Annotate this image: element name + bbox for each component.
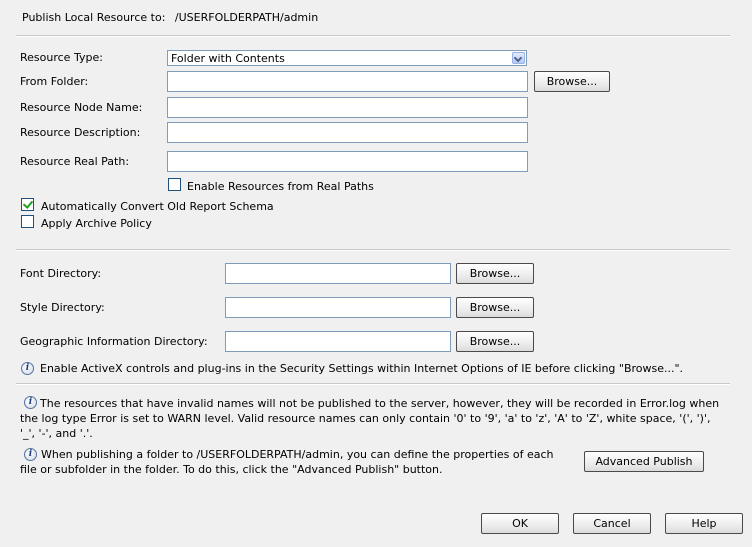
resource-description-label: Resource Description: bbox=[20, 126, 141, 139]
advanced-publish-button[interactable]: Advanced Publish bbox=[584, 451, 704, 472]
publish-header bbox=[22, 11, 318, 25]
activex-note: Enable ActiveX controls and plug-ins in the Security Settings within Internet Options of IE before clicking "Browse...". bbox=[40, 362, 684, 375]
advanced-publish-note: When publishing a folder to /USERFOLDERPATH/admin, you can define the properties of each file or subfolder in the folder. To do this, click the "Advanced Publish" button. bbox=[20, 448, 554, 476]
style-directory-label: Style Directory: bbox=[20, 301, 105, 314]
geo-directory-input[interactable] bbox=[225, 331, 451, 352]
auto-convert-checkbox[interactable] bbox=[21, 198, 34, 211]
geo-directory-label: Geographic Information Directory: bbox=[20, 335, 208, 348]
publish-path: /USERFOLDERPATH/admin bbox=[174, 11, 319, 24]
chevron-down-icon[interactable] bbox=[512, 52, 525, 64]
from-folder-browse-button[interactable]: Browse... bbox=[534, 71, 610, 92]
publish-label: Publish Local Resource to: bbox=[22, 11, 166, 24]
from-folder-label: From Folder: bbox=[20, 75, 89, 88]
separator bbox=[16, 35, 730, 37]
invalid-names-note: The resources that have invalid names will not be published to the server, however, they will be recorded in Error.log when the log type Error is set to WARN level. Valid resource names can only contain '0' to '9', 'a' to 'z', 'A' to 'Z', white space, '(', ')', '_', '-', and '.'. bbox=[20, 397, 720, 440]
separator bbox=[16, 249, 730, 251]
resource-real-path-input[interactable] bbox=[167, 151, 528, 172]
info-icon: i bbox=[24, 448, 37, 461]
separator bbox=[16, 383, 730, 385]
enable-real-paths-checkbox[interactable] bbox=[168, 178, 181, 191]
auto-convert-label: Automatically Convert Old Report Schema bbox=[41, 200, 274, 213]
info-icon: i bbox=[21, 362, 34, 375]
ok-button[interactable]: OK bbox=[481, 513, 559, 534]
resource-real-path-label: Resource Real Path: bbox=[20, 155, 130, 168]
font-directory-label: Font Directory: bbox=[20, 267, 102, 280]
style-directory-browse-button[interactable]: Browse... bbox=[456, 297, 534, 318]
resource-type-value: Folder with Contents bbox=[171, 52, 285, 65]
font-directory-browse-button[interactable]: Browse... bbox=[456, 263, 534, 284]
info-icon: i bbox=[24, 396, 37, 409]
help-button[interactable]: Help bbox=[665, 513, 743, 534]
resource-node-name-input[interactable] bbox=[167, 97, 528, 118]
resource-type-select[interactable] bbox=[167, 50, 527, 66]
geo-directory-browse-button[interactable]: Browse... bbox=[456, 331, 534, 352]
archive-policy-label: Apply Archive Policy bbox=[41, 217, 152, 230]
enable-real-paths-label: Enable Resources from Real Paths bbox=[187, 180, 374, 193]
resource-type-label: Resource Type: bbox=[20, 51, 103, 64]
resource-description-input[interactable] bbox=[167, 122, 528, 143]
archive-policy-checkbox[interactable] bbox=[21, 215, 34, 228]
cancel-button[interactable]: Cancel bbox=[573, 513, 651, 534]
resource-node-name-label: Resource Node Name: bbox=[20, 101, 143, 114]
from-folder-input[interactable] bbox=[167, 71, 528, 92]
style-directory-input[interactable] bbox=[225, 297, 451, 318]
check-icon bbox=[23, 198, 33, 209]
font-directory-input[interactable] bbox=[225, 263, 451, 284]
